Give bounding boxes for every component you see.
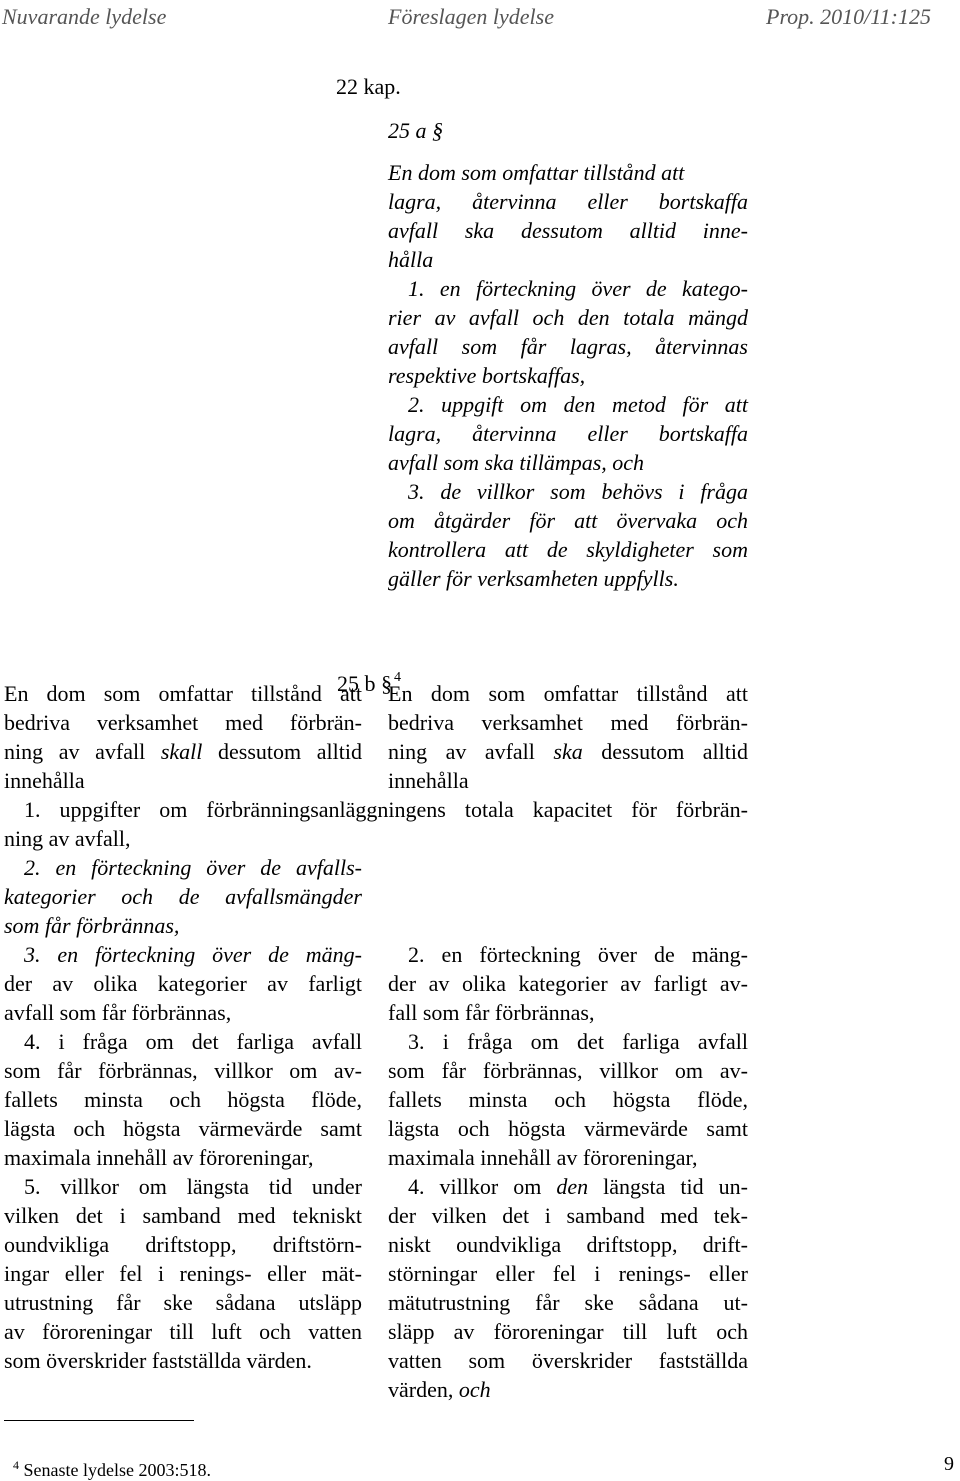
text-line: innehålla	[388, 768, 469, 793]
text-line: mätutrustning får ske sådana ut-	[388, 1290, 748, 1315]
text-line: 3. i fråga om det farliga avfall	[408, 1029, 748, 1054]
text-line: der av olika kategorier av farligt	[4, 971, 362, 996]
text-line: maximala innehåll av föroreningar,	[4, 1145, 314, 1170]
text-line: En dom som omfattar tillstånd att	[388, 681, 748, 706]
text-line: maximala innehåll av föroreningar,	[388, 1145, 698, 1170]
text-line: 1. en förteckning över de katego-	[408, 276, 748, 301]
footnote-reference: 4	[394, 670, 401, 685]
section-25a-heading: 25 a §	[388, 118, 443, 143]
text-line: 5. villkor om längsta tid under	[24, 1174, 362, 1199]
text-line: 4. villkor om den längsta tid un-	[408, 1174, 748, 1199]
current-item-3	[4, 940, 362, 1027]
text-line: ingar eller fel i renings- eller mät-	[4, 1261, 362, 1286]
text-line: utrustning får ske sådana utsläpp	[4, 1290, 362, 1315]
emphasis-text: ska	[553, 739, 583, 764]
text-line: kontrollera att de skyldigheter som	[388, 537, 748, 562]
text-line: bedriva verksamhet med förbrän-	[4, 710, 362, 735]
text-line: avfall ska dessutom alltid inne-	[388, 218, 748, 243]
text-line: gäller för verksamheten uppfylls.	[388, 566, 679, 591]
text-line: som får förbrännas, villkor om av-	[388, 1058, 748, 1083]
text-line: vilken det i samband med tekniskt	[4, 1203, 362, 1228]
section-25a-text	[388, 158, 748, 593]
text-line: innehålla	[4, 768, 85, 793]
text-line: 2. en förteckning över de mäng-	[408, 942, 748, 967]
text-line: avfall som får förbrännas,	[4, 1000, 232, 1025]
text-line: störningar eller fel i renings- eller	[388, 1261, 748, 1286]
text-line: En dom som omfattar tillstånd att	[388, 160, 685, 185]
text-line: lagra, återvinna eller bortskaffa	[388, 189, 748, 214]
text-line: kategorier och de avfallsmängder	[4, 884, 362, 909]
text-line: En dom som omfattar tillstånd att	[4, 681, 362, 706]
text-line: som får förbrännas, villkor om av-	[4, 1058, 362, 1083]
text-line: fallets minsta och högsta flöde,	[388, 1087, 748, 1112]
footnote-text: Senaste lydelse 2003:518.	[23, 1460, 211, 1480]
text-line: om åtgärder för att övervaka och	[388, 508, 748, 533]
text-line: der vilken det i samband med tek-	[388, 1203, 748, 1228]
text-line: der av olika kategorier av farligt av-	[388, 971, 748, 996]
text-line: av föroreningar till luft och vatten	[4, 1319, 362, 1344]
text-line: bedriva verksamhet med förbrän-	[388, 710, 748, 735]
text-line: oundvikliga driftstopp, driftstörn-	[4, 1232, 362, 1257]
text-line: 4. i fråga om det farliga avfall	[24, 1029, 362, 1054]
text-line: fall som får förbrännas,	[388, 1000, 595, 1025]
current-item-5	[4, 1172, 362, 1375]
text-line: släpp av föroreningar till luft och	[388, 1319, 748, 1344]
text-line: 2. en förteckning över de avfalls-	[24, 855, 362, 880]
text-line: avfall som ska tillämpas, och	[388, 450, 645, 475]
footnote	[4, 1432, 211, 1481]
text-line: lagra, återvinna eller bortskaffa	[388, 421, 748, 446]
proposed-item-2	[388, 940, 748, 1027]
text-line: 3. en förteckning över de mäng-	[24, 942, 362, 967]
text-line: som överskrider fastställda värden.	[4, 1348, 312, 1373]
text-line: niskt oundvikliga driftstopp, drift-	[388, 1232, 748, 1257]
emphasis-text: den	[556, 1174, 589, 1199]
text-line: ning av avfall ska dessutom alltid	[388, 739, 748, 764]
text-line: hålla	[388, 247, 434, 272]
text-line: ning av avfall skall dessutom alltid	[4, 739, 362, 764]
text-line: fallets minsta och högsta flöde,	[4, 1087, 362, 1112]
proposed-intro-text	[388, 679, 748, 795]
page-number: 9	[944, 1453, 954, 1475]
header-current-wording: Nuvarande lydelse	[2, 4, 167, 29]
text-line: värden, och	[388, 1377, 491, 1402]
emphasis-text: skall	[160, 739, 203, 764]
common-item-1-line-1: 1. uppgifter om förbränningsanläggningens totala kapacitet för förbrän-	[24, 797, 748, 822]
current-intro-text	[4, 679, 362, 795]
text-line: avfall som får lagras, återvinnas	[388, 334, 748, 359]
text-line: vatten som överskrider fastställda	[388, 1348, 748, 1373]
proposed-item-3	[388, 1027, 748, 1172]
text-line: respektive bortskaffas,	[388, 363, 586, 388]
emphasis-text: och	[458, 1377, 491, 1402]
text-line: lägsta och högsta värmevärde samt	[4, 1116, 362, 1141]
text-line: lägsta och högsta värmevärde samt	[388, 1116, 748, 1141]
footnote-mark: 4	[13, 1458, 19, 1472]
text-line: 2. uppgift om den metod för att	[408, 392, 748, 417]
text-line: 3. de villkor som behövs i fråga	[408, 479, 748, 504]
section-25b-label: 25 b §	[337, 671, 392, 696]
chapter-heading: 22 kap.	[336, 74, 401, 99]
proposed-item-4	[388, 1172, 748, 1404]
text-line: rier av avfall och den totala mängd	[388, 305, 748, 330]
text-line: som får förbrännas,	[4, 913, 180, 938]
footnote-separator	[4, 1420, 194, 1421]
common-item-1-line-2: ning av avfall,	[4, 826, 131, 851]
current-item-2	[4, 853, 362, 940]
header-prop-number: Prop. 2010/11:125	[766, 4, 931, 29]
header-proposed-wording: Föreslagen lydelse	[388, 4, 554, 29]
current-item-4	[4, 1027, 362, 1172]
